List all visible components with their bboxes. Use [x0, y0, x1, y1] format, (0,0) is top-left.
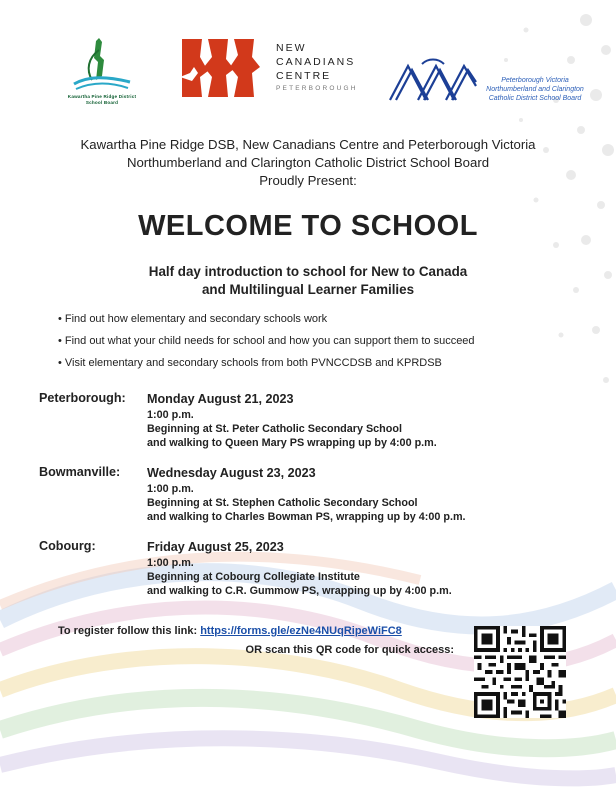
presenters-text: Kawartha Pine Ridge DSB, New Canadians Centre and Peterborough Victoria Northumberland and Clarington Catholic District School Board Proudly Present:	[80, 137, 536, 188]
qr-instruction: OR scan this QR code for quick access:	[245, 644, 454, 656]
ncc-logo-location: PETERBOROUGH	[276, 85, 358, 92]
event-walk: and walking to Queen Mary PS wrapping up by 4:00 p.m.	[147, 437, 437, 449]
event-city: Peterborough:	[39, 391, 126, 405]
event-start: Beginning at St. Stephen Catholic Secondary School	[147, 497, 418, 509]
event-walk: and walking to C.R. Gummow PS, wrapping up by 4:00 p.m.	[147, 585, 452, 597]
pvnccdsb-logo	[388, 56, 588, 106]
kprdsb-logo-text: Kawartha Pine Ridge District School Board	[67, 94, 137, 105]
bullet-item: • Visit elementary and secondary schools from both PVNCCDSB and KPRDSB	[58, 356, 598, 378]
register-link[interactable]: https://forms.gle/ezNe4NUqRipeWiFC8	[200, 625, 402, 637]
ncc-logo-name: NEW CANADIANS CENTRE	[276, 42, 356, 82]
event-walk: and walking to Charles Bowman PS, wrapping up by 4:00 p.m.	[147, 511, 466, 523]
event-city: Bowmanville:	[39, 465, 121, 479]
register-label: To register follow this link:	[58, 625, 201, 637]
page-title: WELCOME TO SCHOOL	[138, 210, 478, 242]
info-bullet-list	[58, 312, 598, 378]
pvnccdsb-logo-text: Peterborough Victoria Northumberland and Clarington Catholic District School Board	[486, 77, 584, 102]
page-subtitle: Half day introduction to school for New to Canada and Multilingual Learner Families	[148, 264, 468, 297]
register-line	[58, 625, 402, 637]
bullet-item: • Find out what your child needs for school and how you can support them to succeed	[58, 334, 598, 356]
event-start: Beginning at St. Peter Catholic Secondary School	[147, 423, 402, 435]
new-canadians-centre-logo	[178, 37, 368, 99]
event-date: Wednesday August 23, 2023	[147, 466, 316, 480]
bullet-item: • Find out how elementary and secondary schools work	[58, 312, 598, 334]
kprdsb-logo	[66, 36, 138, 106]
event-date: Friday August 25, 2023	[147, 540, 284, 554]
event-start: Beginning at Cobourg Collegiate Institute	[147, 571, 360, 583]
event-date: Monday August 21, 2023	[147, 392, 294, 406]
event-time: 1:00 p.m.	[147, 557, 194, 569]
event-time: 1:00 p.m.	[147, 409, 194, 421]
event-city: Cobourg:	[39, 539, 96, 553]
event-time: 1:00 p.m.	[147, 483, 194, 495]
qr-code[interactable]	[474, 626, 566, 718]
